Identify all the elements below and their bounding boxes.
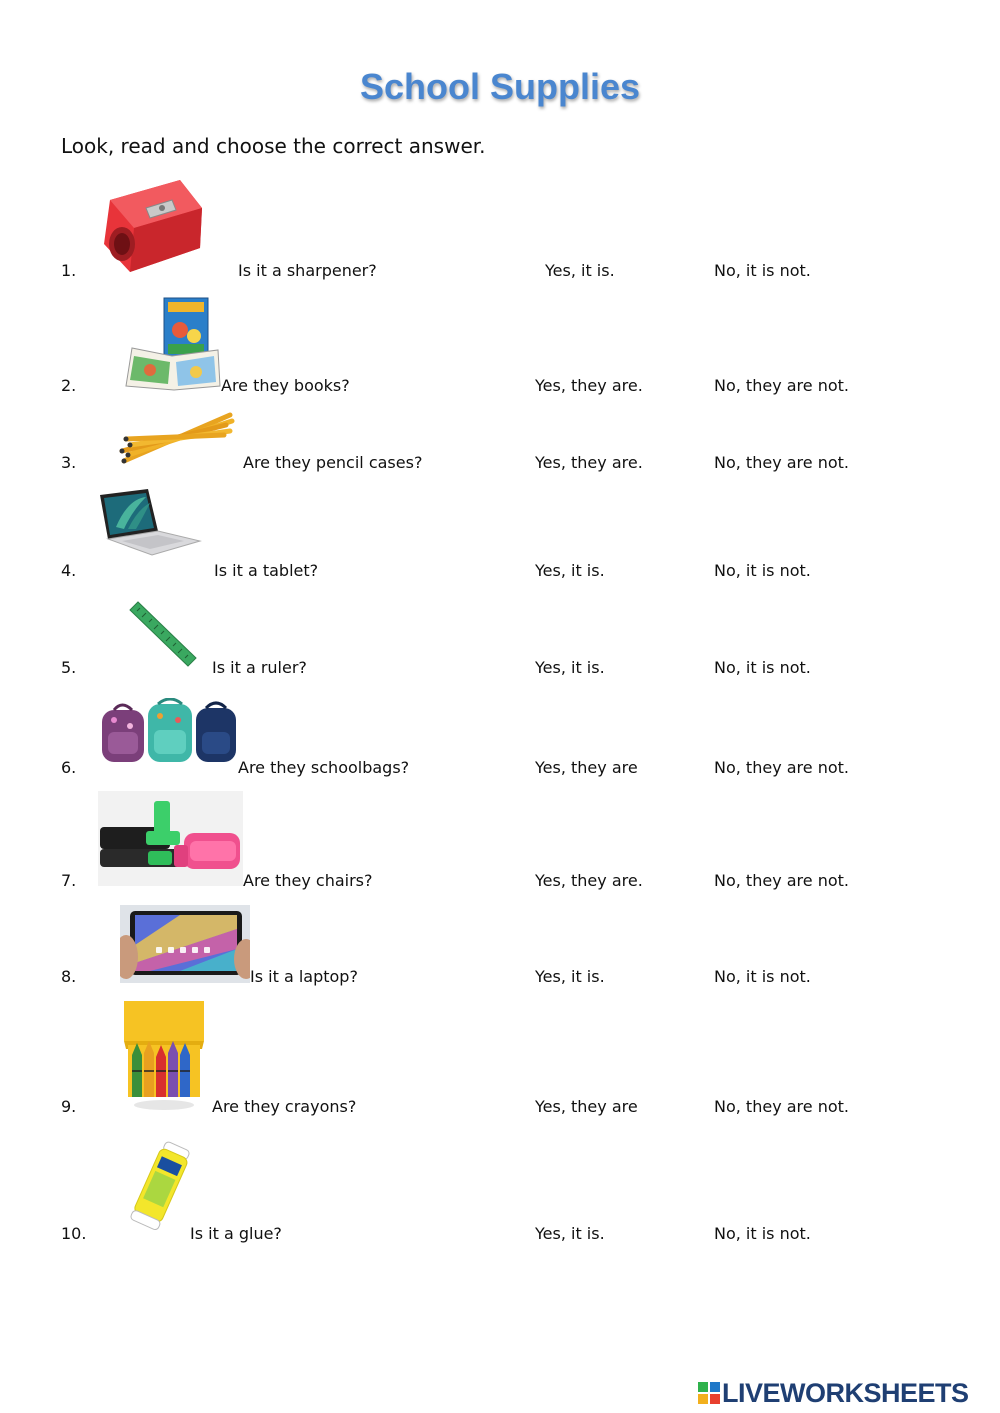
question-number: 5. [61, 658, 77, 677]
ruler-image [128, 600, 198, 668]
answer-option-yes[interactable]: Yes, they are. [535, 376, 643, 395]
question-row-9 [0, 1097, 1000, 1116]
logo-mark-icon [698, 1382, 720, 1404]
question-text: Are they crayons? [212, 1097, 357, 1116]
tablet-image [120, 905, 250, 983]
highlighters-image [98, 791, 243, 886]
question-text: Is it a ruler? [212, 658, 307, 677]
answer-option-yes[interactable]: Yes, they are [535, 1097, 638, 1116]
question-number: 7. [61, 871, 77, 890]
pencil-sharpener-image [100, 178, 204, 274]
question-text: Are they pencil cases? [243, 453, 423, 472]
answer-option-yes[interactable]: Yes, they are [535, 758, 638, 777]
answer-option-no[interactable]: No, it is not. [714, 1224, 811, 1243]
answer-option-yes[interactable]: Yes, it is. [535, 561, 605, 580]
question-number: 4. [61, 561, 77, 580]
question-text: Is it a tablet? [214, 561, 319, 580]
answer-option-no[interactable]: No, they are not. [714, 758, 849, 777]
question-text: Is it a glue? [190, 1224, 282, 1243]
question-row-4 [0, 561, 1000, 580]
answer-option-yes[interactable]: Yes, it is. [535, 658, 605, 677]
laptop-image [98, 489, 202, 561]
question-number: 3. [61, 453, 77, 472]
answer-option-no[interactable]: No, it is not. [714, 261, 811, 280]
glue-stick-image [124, 1138, 196, 1232]
question-row-3 [0, 453, 1000, 472]
answer-option-no[interactable]: No, it is not. [714, 658, 811, 677]
question-text: Is it a laptop? [250, 967, 358, 986]
answer-option-yes[interactable]: Yes, it is. [535, 967, 605, 986]
question-row-8 [0, 967, 1000, 986]
question-text: Are they schoolbags? [238, 758, 410, 777]
answer-option-no[interactable]: No, they are not. [714, 376, 849, 395]
question-row-6 [0, 758, 1000, 777]
question-number: 9. [61, 1097, 77, 1116]
question-row-7 [0, 871, 1000, 890]
answer-option-no[interactable]: No, they are not. [714, 871, 849, 890]
answer-option-no[interactable]: No, it is not. [714, 967, 811, 986]
question-row-10 [0, 1224, 1000, 1243]
answer-option-yes[interactable]: Yes, it is. [545, 261, 615, 280]
question-row-5 [0, 658, 1000, 677]
answer-option-no[interactable]: No, it is not. [714, 561, 811, 580]
answer-option-yes[interactable]: Yes, they are. [535, 871, 643, 890]
crayons-image [122, 1001, 206, 1113]
question-number: 6. [61, 758, 77, 777]
question-row-1 [0, 261, 1000, 280]
books-image [124, 296, 222, 392]
instruction-text: Look, read and choose the correct answer. [61, 134, 486, 158]
answer-option-yes[interactable]: Yes, it is. [535, 1224, 605, 1243]
brand-name: LIVEWORKSHEETS [722, 1378, 969, 1408]
question-number: 8. [61, 967, 77, 986]
question-text: Is it a sharpener? [238, 261, 377, 280]
answer-option-no[interactable]: No, they are not. [714, 1097, 849, 1116]
answer-option-no[interactable]: No, they are not. [714, 453, 849, 472]
pencils-image [118, 411, 236, 467]
question-number: 2. [61, 376, 77, 395]
question-text: Are they chairs? [243, 871, 373, 890]
question-number: 1. [61, 261, 77, 280]
question-text: Are they books? [221, 376, 350, 395]
answer-option-yes[interactable]: Yes, they are. [535, 453, 643, 472]
question-row-2 [0, 376, 1000, 395]
schoolbags-image [100, 698, 238, 766]
question-number: 10. [61, 1224, 87, 1243]
page-title: School Supplies [359, 66, 641, 107]
liveworksheets-logo [698, 1378, 994, 1408]
